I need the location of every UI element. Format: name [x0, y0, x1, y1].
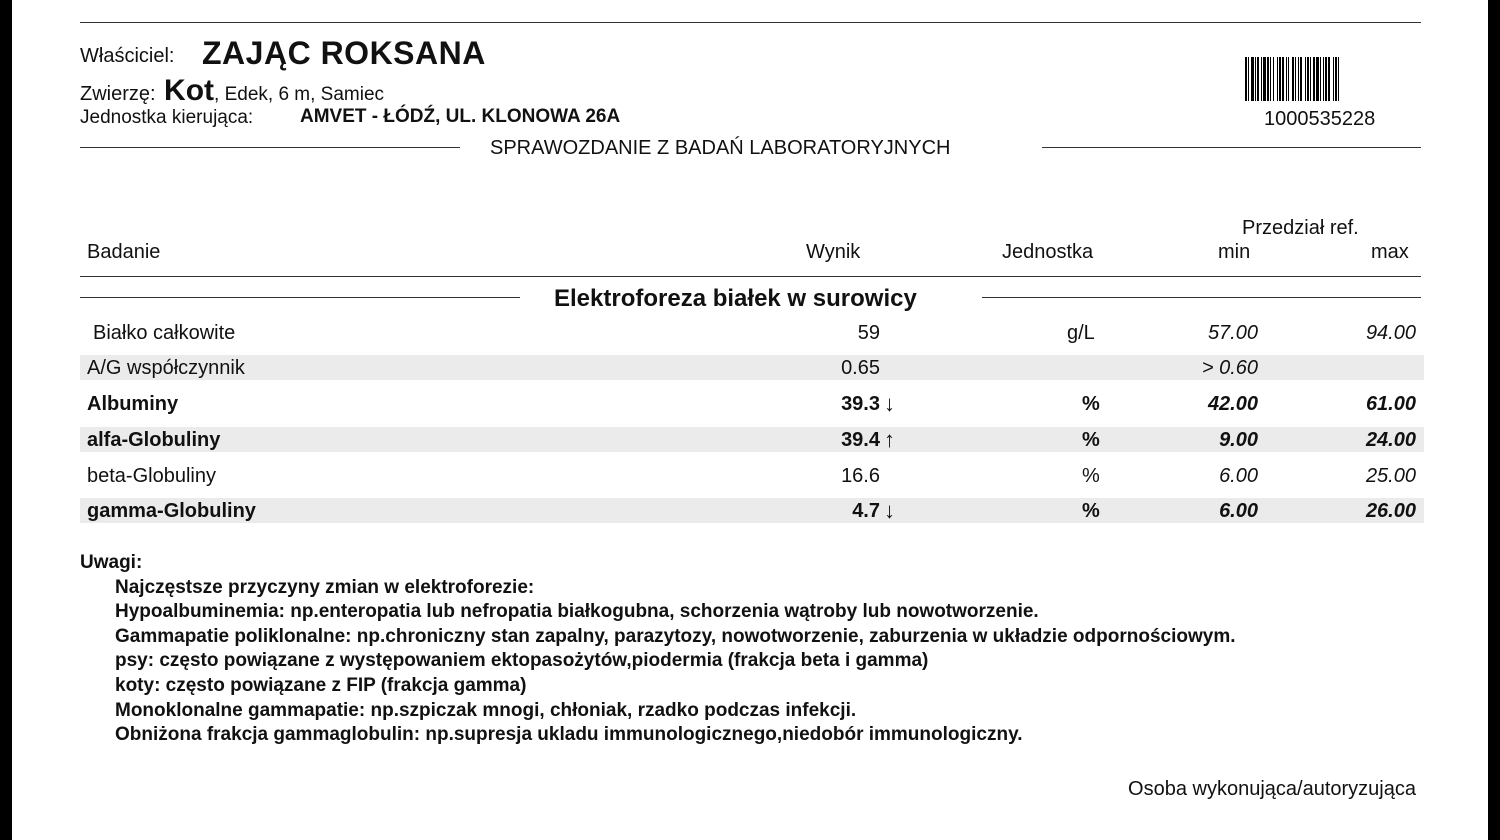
result-flag-icon: ↓: [884, 391, 895, 416]
note-line: psy: często powiązane z występowaniem ektopasożytów,piodermia (frakcja beta i gamma): [115, 650, 929, 672]
ref-max-value: 61.00: [1365, 393, 1416, 415]
result-value: 16.6: [841, 465, 880, 487]
result-value: 0.65: [841, 357, 880, 379]
signature-label: Osoba wykonująca/autoryzująca: [1128, 778, 1416, 800]
ref-min-value: 42.00: [1207, 393, 1258, 415]
ref-min-value: > 0.60: [1201, 357, 1258, 379]
unit-value: g/L: [1067, 322, 1095, 344]
column-header-test: Badanie: [87, 241, 161, 263]
column-header-ref-range: Przedział ref.: [1242, 217, 1359, 239]
animal-label: Zwierzę:: [80, 83, 156, 105]
barcode-image: [1245, 57, 1411, 101]
unit-value: %: [1082, 393, 1100, 415]
animal-details: , Edek, 6 m, Samiec: [214, 84, 385, 105]
column-header-result: Wynik: [806, 241, 861, 263]
column-header-max: max: [1371, 241, 1409, 263]
test-name: A/G współczynnik: [87, 357, 245, 379]
ref-min-value: 6.00: [1219, 465, 1258, 487]
result-value: 59: [857, 322, 880, 344]
ref-min-value: 9.00: [1219, 429, 1258, 451]
ref-max-value: 24.00: [1365, 429, 1416, 451]
test-name: alfa-Globuliny: [87, 429, 221, 451]
notes-section: [80, 551, 1236, 748]
result-flag-icon: ↓: [884, 498, 895, 523]
table-row: [80, 498, 1424, 523]
ref-max-value: 94.00: [1365, 322, 1416, 344]
animal-line: [80, 74, 384, 108]
note-line: Monoklonalne gammapatie: np.szpiczak mnogi, chłoniak, rzadko podczas infekcji.: [115, 699, 857, 721]
section-rule-right: [982, 297, 1421, 298]
title-rule-left: [80, 147, 460, 148]
unit-label: Jednostka kierująca:: [80, 107, 254, 128]
table-row: [80, 320, 1424, 345]
table-row: [80, 463, 1424, 488]
column-header-min: min: [1218, 241, 1251, 263]
test-name: Albuminy: [87, 393, 179, 415]
unit-value: %: [1082, 429, 1100, 451]
test-name: beta-Globuliny: [87, 465, 216, 487]
title-rule-right: [1042, 147, 1421, 148]
ref-min-value: 57.00: [1207, 322, 1258, 344]
result-flag-icon: ↑: [884, 427, 895, 452]
owner-name: ZAJĄC ROKSANA: [202, 35, 486, 71]
test-name: gamma-Globuliny: [87, 500, 256, 522]
unit-value: %: [1082, 465, 1100, 487]
ref-min-value: 6.00: [1219, 500, 1258, 522]
top-rule: [80, 22, 1421, 23]
note-line: koty: często powiązane z FIP (frakcja gamma): [115, 674, 527, 696]
result-value: 39.3: [841, 393, 880, 415]
section-title: Elektroforeza białek w surowicy: [554, 285, 917, 312]
unit-value: %: [1082, 500, 1100, 522]
result-value: 4.7: [852, 500, 880, 522]
unit-name: AMVET - ŁÓDŹ, UL. KLONOWA 26A: [300, 106, 621, 127]
notes-label: Uwagi:: [80, 552, 143, 573]
barcode-number: 1000535228: [1264, 108, 1376, 130]
table-row: [80, 427, 1424, 452]
column-header-unit: Jednostka: [1002, 241, 1094, 263]
header-rule: [80, 276, 1421, 277]
section-rule-left: [80, 297, 520, 298]
note-line: Najczęstsze przyczyny zmian w elektroforezie:: [115, 576, 535, 598]
report-title: SPRAWOZDANIE Z BADAŃ LABORATORYJNYCH: [490, 137, 951, 159]
ref-max-value: 26.00: [1365, 500, 1416, 522]
ref-max-value: 25.00: [1365, 465, 1416, 487]
table-row: [80, 355, 1424, 380]
note-line: Hypoalbuminemia: np.enteropatia lub nefropatia białkogubna, schorzenia wątroby lub nowotworzenie.: [115, 601, 1039, 623]
animal-species: Kot: [164, 74, 215, 107]
table-row: [80, 391, 1424, 416]
report-page: [12, 0, 1488, 840]
test-name: Białko całkowite: [93, 322, 236, 344]
note-line: Gammapatie poliklonalne: np.chroniczny stan zapalny, parazytozy, nowotworzenie, zaburzenia w układzie odpornościowym.: [115, 625, 1236, 647]
note-line: Obniżona frakcja gammaglobulin: np.supresja ukladu immunologicznego,niedobór immunologiczny.: [115, 724, 1023, 746]
result-value: 39.4: [841, 429, 880, 451]
owner-label: Właściciel:: [80, 45, 175, 67]
